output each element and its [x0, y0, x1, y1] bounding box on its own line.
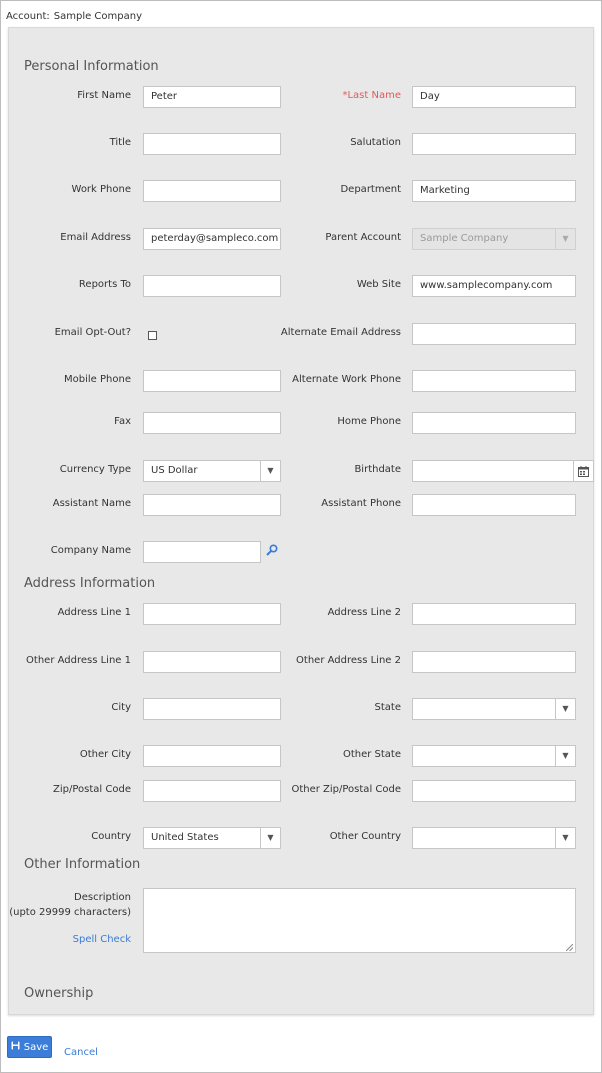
- company-name-label: Company Name: [50, 545, 131, 556]
- calendar-icon[interactable]: [573, 461, 593, 481]
- assistant-phone-input[interactable]: [412, 494, 576, 516]
- alt-work-phone-input[interactable]: [412, 370, 576, 392]
- email-label: Email Address: [60, 232, 131, 243]
- web-site-label: Web Site: [356, 279, 401, 290]
- country-value: United States: [151, 832, 219, 843]
- email-opt-out-label: Email Opt-Out?: [54, 327, 131, 338]
- state-label: State: [374, 702, 401, 713]
- currency-label: Currency Type: [59, 464, 131, 475]
- chevron-down-icon[interactable]: ▼: [260, 461, 280, 481]
- cancel-link[interactable]: Cancel: [64, 1047, 98, 1058]
- other-city-input[interactable]: [143, 745, 281, 767]
- other-country-select[interactable]: [412, 827, 576, 849]
- other-city-label: Other City: [79, 749, 131, 760]
- chevron-down-icon[interactable]: ▼: [555, 746, 575, 766]
- other-address1-label: Other Address Line 1: [26, 655, 131, 666]
- first-name-input[interactable]: Peter: [143, 86, 281, 108]
- work-phone-label: Work Phone: [71, 184, 131, 195]
- salutation-input[interactable]: [412, 133, 576, 155]
- currency-value: US Dollar: [151, 465, 198, 476]
- parent-account-select: [412, 228, 576, 250]
- section-ownership: Ownership: [24, 986, 94, 1001]
- work-phone-input[interactable]: [143, 180, 281, 202]
- assistant-name-input[interactable]: [143, 494, 281, 516]
- department-label: Department: [340, 184, 401, 195]
- alt-email-input[interactable]: [412, 323, 576, 345]
- section-other-information: Other Information: [24, 857, 141, 872]
- zip-input[interactable]: [143, 780, 281, 802]
- other-state-select[interactable]: [412, 745, 576, 767]
- city-label: City: [111, 702, 131, 713]
- first-name-label: First Name: [77, 90, 131, 101]
- save-button[interactable]: [7, 1036, 52, 1058]
- birthdate-label: Birthdate: [354, 464, 401, 475]
- fax-input[interactable]: [143, 412, 281, 434]
- parent-account-value: Sample Company: [420, 233, 509, 244]
- chevron-down-icon[interactable]: ▼: [260, 828, 280, 848]
- fax-label: Fax: [114, 416, 131, 427]
- account-label: Account:: [6, 11, 50, 22]
- chevron-down-icon[interactable]: ▼: [555, 699, 575, 719]
- other-address2-label: Other Address Line 2: [296, 655, 401, 666]
- salutation-label: Salutation: [350, 137, 401, 148]
- resize-handle-icon[interactable]: [566, 943, 573, 950]
- alt-work-phone-label: Alternate Work Phone: [292, 374, 401, 385]
- department-input[interactable]: Marketing: [412, 180, 576, 202]
- parent-account-label: Parent Account: [325, 232, 401, 243]
- alt-email-label: Alternate Email Address: [280, 327, 401, 338]
- last-name-input[interactable]: Day: [412, 86, 576, 108]
- address1-label: Address Line 1: [57, 607, 131, 618]
- email-input[interactable]: peterday@sampleco.com: [143, 228, 281, 250]
- city-input[interactable]: [143, 698, 281, 720]
- address2-input[interactable]: [412, 603, 576, 625]
- birthdate-input[interactable]: [412, 460, 594, 482]
- save-button-label: Save: [23, 1041, 49, 1053]
- other-address1-input[interactable]: [143, 651, 281, 673]
- web-site-input[interactable]: www.samplecompany.com: [412, 275, 576, 297]
- chevron-down-icon: ▼: [555, 229, 575, 249]
- title-label: Title: [109, 137, 131, 148]
- spell-check-link[interactable]: Spell Check: [72, 934, 131, 945]
- reports-to-label: Reports To: [78, 279, 131, 290]
- other-state-label: Other State: [342, 749, 401, 760]
- mobile-phone-input[interactable]: [143, 370, 281, 392]
- company-name-input[interactable]: [143, 541, 261, 563]
- last-name-label: *Last Name: [342, 90, 401, 101]
- description-label: Description: [74, 892, 131, 903]
- state-select[interactable]: [412, 698, 576, 720]
- section-address-information: Address Information: [24, 576, 156, 591]
- chevron-down-icon[interactable]: ▼: [555, 828, 575, 848]
- currency-select[interactable]: [143, 460, 281, 482]
- other-zip-input[interactable]: [412, 780, 576, 802]
- home-phone-label: Home Phone: [337, 416, 401, 427]
- assistant-name-label: Assistant Name: [52, 498, 131, 509]
- zip-label: Zip/Postal Code: [53, 784, 131, 795]
- address1-input[interactable]: [143, 603, 281, 625]
- country-select[interactable]: [143, 827, 281, 849]
- mobile-phone-label: Mobile Phone: [64, 374, 131, 385]
- reports-to-input[interactable]: [143, 275, 281, 297]
- home-phone-input[interactable]: [412, 412, 576, 434]
- search-icon[interactable]: [266, 544, 278, 556]
- country-label: Country: [91, 831, 131, 842]
- description-limit-label: (upto 29999 characters): [9, 907, 131, 918]
- account-header: [6, 11, 142, 22]
- address2-label: Address Line 2: [327, 607, 401, 618]
- other-zip-label: Other Zip/Postal Code: [291, 784, 401, 795]
- email-opt-out-checkbox[interactable]: [148, 331, 157, 340]
- section-personal-information: Personal Information: [24, 59, 159, 74]
- other-country-label: Other Country: [329, 831, 401, 842]
- account-value: Sample Company: [53, 11, 142, 22]
- floppy-disk-icon: [11, 1041, 20, 1053]
- title-input[interactable]: [143, 133, 281, 155]
- assistant-phone-label: Assistant Phone: [321, 498, 401, 509]
- description-textarea[interactable]: [143, 888, 576, 953]
- other-address2-input[interactable]: [412, 651, 576, 673]
